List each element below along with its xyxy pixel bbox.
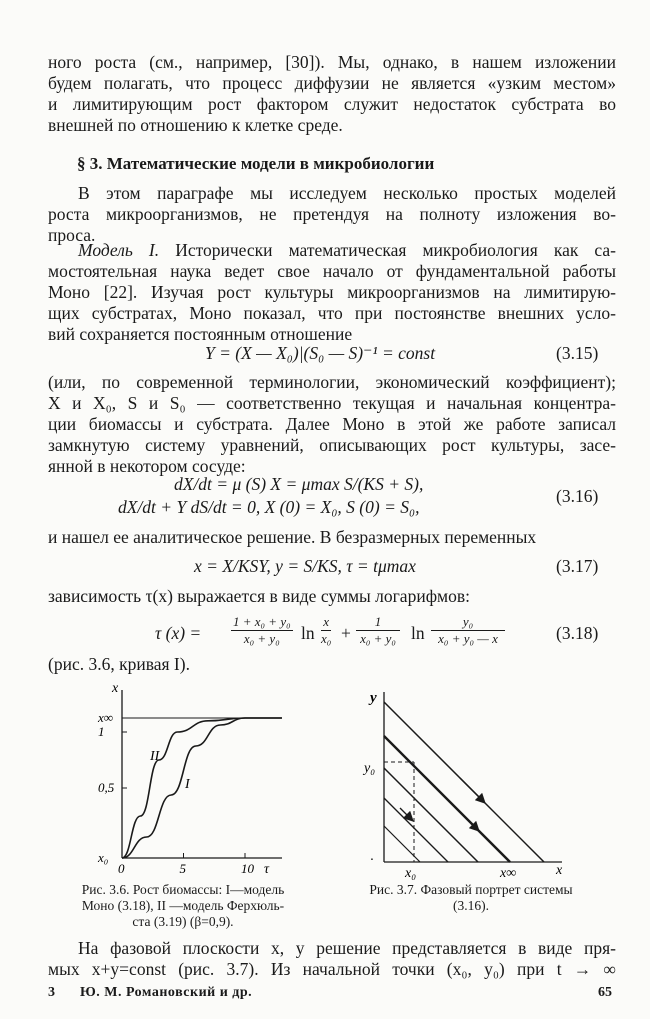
series-label-I: I: [185, 777, 190, 792]
arrow: [460, 778, 484, 802]
xinf-label: x∞: [500, 866, 517, 880]
text-line: зависимость τ(x) выражается в виде суммы логарифмов:: [48, 586, 470, 606]
model-label: Модель I.: [78, 240, 160, 260]
figure-3-6-caption: [52, 882, 314, 930]
phase-line: [384, 826, 420, 862]
ln-symbol: ln: [301, 623, 315, 643]
text-line: вий сохраняется постоянным отношение: [48, 324, 353, 344]
text-line: проса.: [48, 225, 96, 245]
signature-mark: 3: [48, 985, 55, 1000]
denominator: x₀ + y₀: [360, 631, 396, 646]
numerator: y₀: [431, 614, 505, 631]
equation-3-16-line-2: dX/dt + Y dS/dt = 0, X (0) = X₀, S (0) = S₀,: [118, 497, 420, 517]
figure-3-6-chart: [90, 680, 290, 880]
y-tick-label: 0,5: [98, 780, 115, 795]
y-axis-label: x: [112, 681, 119, 696]
fraction: [431, 614, 505, 647]
x-tick-label: 10: [241, 861, 254, 876]
text-fragment: Исторически математическая микробиология как са-: [159, 240, 616, 260]
text-line: янной в некотором сосуде:: [48, 456, 246, 476]
paragraph-3: [48, 240, 616, 345]
caption-line: Рис. 3.7. Фазовый портрет системы: [369, 882, 573, 897]
arrow: [464, 816, 478, 830]
x0-label: x₀: [405, 866, 417, 880]
numerator: 1 + x₀ + y₀: [233, 614, 291, 629]
arrow: [400, 808, 412, 820]
equation-number: (3.16): [556, 486, 599, 506]
text-line: мостоятельная наука ведет свое начало от фундаментальной работы: [48, 261, 616, 281]
paragraph-5: [48, 527, 616, 548]
equation-3-15: Y = (X — X₀)|(S₀ — S)⁻¹ = const: [205, 343, 436, 363]
text-line: ции биомассы и субстрата. Далее Моно в этой же работе записал: [48, 414, 616, 434]
text-line: роста микроорганизмов, не претендуя на полноту изложения во-: [48, 204, 616, 224]
fraction: [356, 614, 400, 647]
equation-3-16-line-1: dX/dt = μ (S) X = μmax S/(KS + S),: [174, 474, 424, 494]
phase-line: [384, 798, 448, 862]
y0-label: y₀: [364, 761, 376, 776]
text-line: и лимитирующим рост фактором служит недостаток субстрата во: [48, 94, 616, 114]
fraction: [231, 614, 293, 647]
text-line: [48, 240, 616, 261]
equation-number: (3.15): [556, 343, 599, 363]
x-tick-label: 0: [118, 861, 125, 876]
text-line: (рис. 3.6, кривая I).: [48, 654, 190, 674]
denominator: x₀: [321, 631, 332, 646]
x-axis-label: τ: [264, 862, 270, 877]
x-axis-label: x: [556, 863, 563, 878]
text-line: внешней по отношению к клетке среде.: [48, 115, 343, 135]
fraction: [321, 614, 331, 647]
equation-lhs: τ (x) =: [155, 623, 202, 643]
caption-line: ста (3.19) (β=0,9).: [132, 914, 234, 929]
paragraph-8: [48, 938, 616, 980]
figure-3-7-phase-portrait: [360, 680, 580, 880]
paragraph-6: [48, 586, 616, 607]
text-line: будем полагать, что процесс диффузии не является «узким местом»: [48, 73, 616, 93]
text-line: ного роста (см., например, [30]). Мы, однако, в нашем изложении: [48, 52, 616, 72]
phase-line: [384, 736, 510, 862]
series-label-II: II: [150, 749, 160, 764]
paragraph-1: [48, 52, 616, 136]
y-tick-label: 1: [98, 724, 105, 739]
numerator: x: [323, 614, 330, 629]
paragraph-7: [48, 654, 190, 675]
origin-dot: ·: [370, 853, 374, 868]
text-line: X и X₀, S и S₀ — соответственно текущая и начальная концентра-: [48, 393, 616, 413]
text-line: мых x+y=const (рис. 3.7). Из начальной точки (x₀, y₀) при t → ∞: [48, 959, 616, 979]
ln-symbol: ln: [411, 623, 425, 643]
figure-3-7-caption: [340, 882, 602, 914]
text-line: и нашел ее аналитическое решение. В безразмерных переменных: [48, 527, 537, 547]
y-tick-label: x₀: [98, 850, 109, 865]
page-number: 65: [598, 985, 612, 1000]
text-line: Моно [22]. Изучая рост культуры микроорганизмов на лимитирую-: [48, 282, 616, 302]
caption-line: Рис. 3.6. Рост биомассы: I—модель: [81, 882, 285, 897]
numerator: 1: [356, 614, 400, 631]
text-line: В этом параграфе мы исследуем несколько простых моделей: [78, 183, 616, 203]
series-curve-I: [122, 718, 282, 858]
author-line: Ю. М. Романовский и др.: [80, 985, 253, 1000]
caption-line: (3.16).: [453, 898, 489, 913]
text-line: замкнутую систему уравнений, описывающих рост культуры, засе-: [48, 435, 616, 455]
y-axis-label: y: [370, 690, 377, 706]
equation-number: (3.17): [556, 556, 599, 576]
x-tick-label: 5: [179, 861, 186, 876]
paragraph-4: [48, 372, 616, 477]
plus-sign: +: [341, 623, 351, 643]
equation-3-17: x = X/KSY, y = S/KS, τ = tμmax: [194, 556, 416, 576]
caption-line: Моно (3.18), II —модель Ферхюль-: [81, 898, 285, 913]
section-heading: § 3. Математические модели в микробиологии: [77, 154, 435, 173]
y-tick-label: x∞: [98, 710, 114, 725]
denominator: x₀ + y₀: [243, 631, 280, 646]
text-line: На фазовой плоскости x, y решение представляется в виде пря-: [78, 938, 616, 958]
paragraph-2: [48, 183, 616, 246]
denominator: x₀ + y₀ — x: [438, 631, 498, 646]
text-line: (или, по современной терминологии, экономический коэффициент);: [48, 372, 616, 392]
text-line: щих субстратах, Моно показал, что при постоянстве внешних усло-: [48, 303, 616, 323]
equation-number: (3.18): [556, 623, 599, 643]
